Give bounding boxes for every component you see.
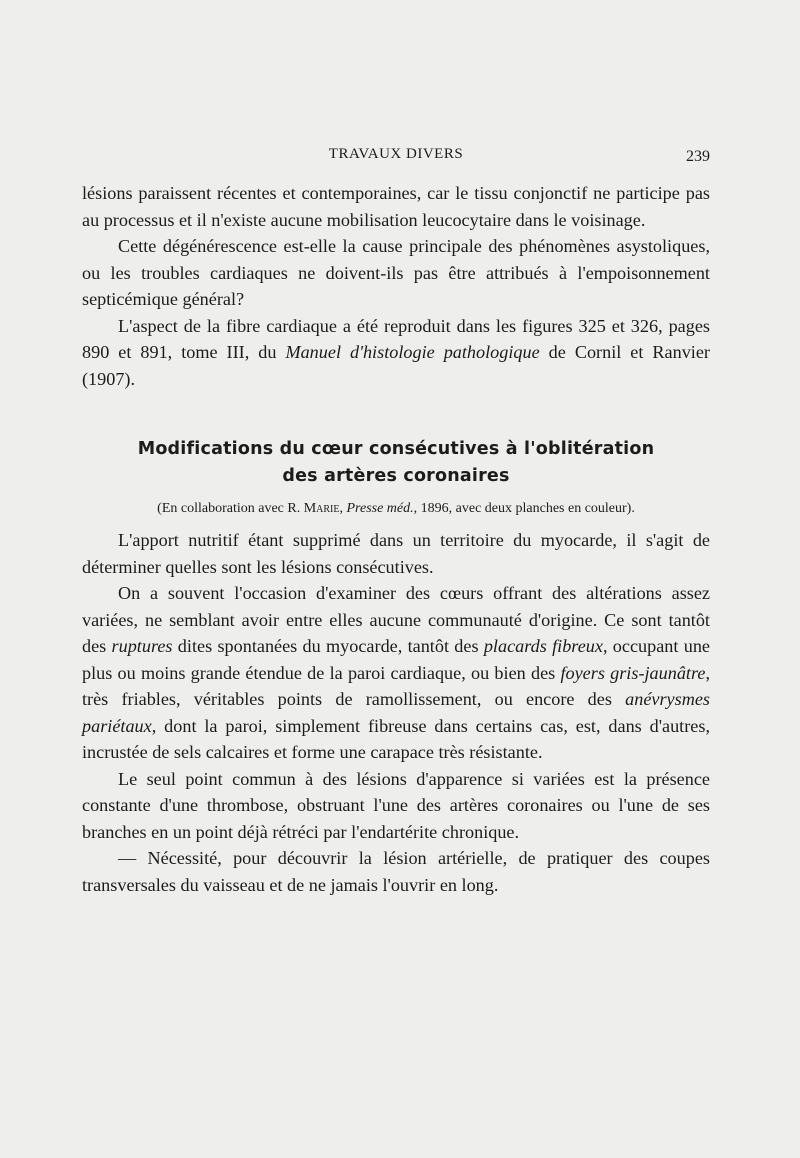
collaborator-name: Marie xyxy=(303,501,340,516)
paragraph-5-text-e: , dont la paroi, simplement fibreuse dans certains cas, est, dans d'autres, incrustée de sels calcaires et forme une carapace très résistante. xyxy=(82,715,710,762)
term-foyers: foyers gris-jaunâtre xyxy=(560,662,706,683)
paragraph-5-text-a: On a souvent l'occasion d'examiner des cœurs offrant des altérations assez variées, ne semblant avoir entre elles aucune communauté d'origine. Ce sont tantôt des xyxy=(82,583,710,656)
running-title: TRAVAUX DIVERS xyxy=(328,146,464,162)
paragraph-6: Le seul point commun à des lésions d'apparence si variées est la présence constante d'une thrombose, obstruant l'une des artères coronaires ou l'une de ses branches en un point déjà rétréci par l'endartérite chronique. xyxy=(82,768,710,842)
paragraph-5-text-c: , occupant une plus ou moins grande étendue de la paroi cardiaque, ou bien des xyxy=(82,636,710,683)
paragraph-3 xyxy=(82,313,710,393)
paragraph-2: Cette dégénérescence est-elle la cause principale des phénomènes asystoliques, ou les troubles cardiaques ne doivent-ils pas être attribués à l'empoisonnement septicémique général? xyxy=(82,236,710,309)
paragraph-3-text-b: de Cornil et Ranvier (1907). xyxy=(82,342,710,389)
section-title-line-1: Modifications du cœur consécutives à l'oblitération xyxy=(137,439,655,459)
collab-text-a: (En collaboration avec R. xyxy=(157,501,304,516)
paragraph-4: L'apport nutritif étant supprimé dans un territoire du myocarde, il s'agit de déterminer quelles sont les lésions consécutives. xyxy=(82,530,710,577)
collab-text-c: , 1896, avec deux planches en couleur). xyxy=(413,501,635,516)
book-title: Manuel d'histologie pathologique xyxy=(285,342,540,362)
paragraph-3-text-a: L'aspect de la fibre cardiaque a été reproduit dans les figures 325 et 326, pages 890 et 891, tome III, du xyxy=(82,315,710,362)
page-header xyxy=(82,146,710,170)
paragraph-5 xyxy=(82,580,710,766)
paragraph-5-text-b: dites spontanées du myocarde, tantôt des xyxy=(172,636,484,656)
term-placards: placards fibreux xyxy=(483,636,603,656)
paragraph-1: lésions paraissent récentes et contemporaines, car le tissu conjonctif ne participe pas au processus et il n'existe aucune mobilisation leucocytaire dans le voisinage. xyxy=(82,183,710,230)
collaboration-note xyxy=(82,499,710,519)
section-title-line-2: des artères coronaires xyxy=(282,466,510,486)
section-title xyxy=(82,436,710,490)
journal-name: Presse méd. xyxy=(346,501,414,516)
paragraph-7: — Nécessité, pour découvrir la lésion artérielle, de pratiquer des coupes transversales du vaisseau et de ne jamais l'ouvrir en long. xyxy=(82,848,710,895)
collab-text-b: , xyxy=(339,501,347,516)
paragraph-5-text-d: , très friables, véritables points de ramollissement, ou encore des xyxy=(82,662,710,709)
page-number: 239 xyxy=(686,148,710,165)
term-ruptures: ruptures xyxy=(111,636,173,656)
term-anevrysmes: anévrysmes pariétaux xyxy=(82,689,710,736)
page-body xyxy=(82,180,710,898)
